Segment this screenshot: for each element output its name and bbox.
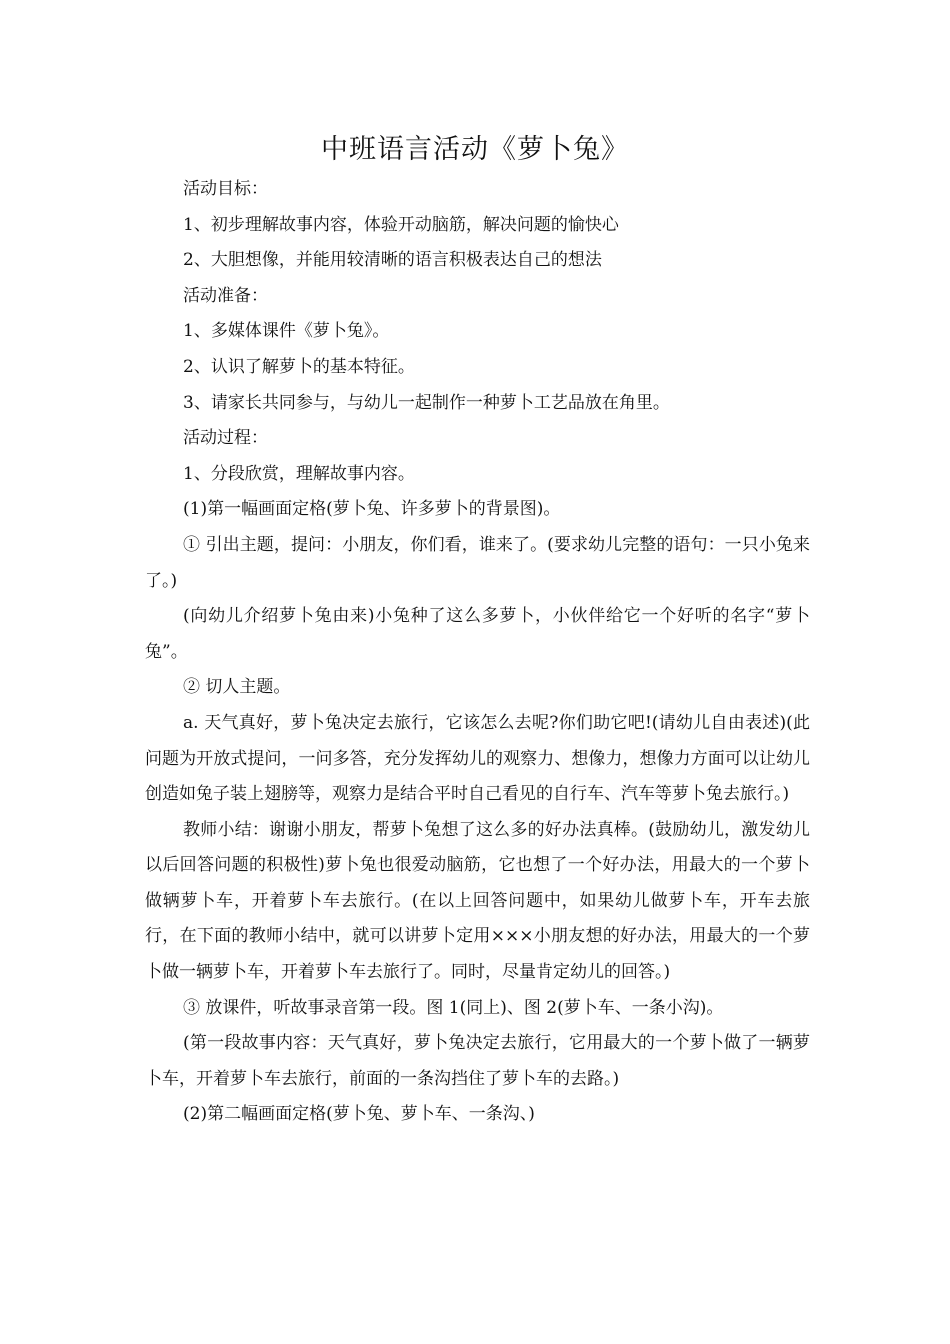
paragraph: 活动过程： bbox=[183, 428, 268, 449]
paragraph: 3、请家长共同参与，与幼儿一起制作一种萝卜工艺品放在角里。 bbox=[183, 392, 670, 413]
paragraph: ② 切人主题。 bbox=[183, 677, 291, 698]
paragraph: 2、大胆想像，并能用较清晰的语言积极表达自己的想法 bbox=[183, 250, 602, 271]
paragraph: (1)第一幅画面定格(萝卜兔、许多萝卜的背景图)。 bbox=[183, 499, 561, 520]
document-body bbox=[145, 172, 810, 1133]
paragraph: ③ 放课件，听故事录音第一段。图 1(同上)、图 2(萝卜车、一条小沟)。 bbox=[183, 997, 724, 1018]
paragraph: 2、认识了解萝卜的基本特征。 bbox=[183, 356, 415, 377]
paragraph: ① 引出主题，提问：小朋友，你们看，谁来了。(要求幼儿完整的语句：一只小兔来了。) bbox=[145, 534, 810, 591]
paragraph: 活动准备： bbox=[183, 285, 268, 306]
document-title: 中班语言活动《萝卜兔》 bbox=[321, 134, 629, 165]
paragraph: 教师小结：谢谢小朋友，帮萝卜兔想了这么多的好办法真棒。(鼓励幼儿，激发幼儿以后回答问题的积极性)萝卜兔也很爱动脑筋，它也想了一个好办法，用最大的一个萝卜做辆萝卜车，开着萝卜车去旅行。(在以上回答问题中，如果幼儿做萝卜车，开车去旅行，在下面的教师小结中，就可以讲萝卜定用×××小朋友想的好办法，用最大的一个萝卜做一辆萝卜车，开着萝卜车去旅行了。同时，尽量肯定幼儿的回答。) bbox=[145, 819, 810, 983]
paragraph: 1、初步理解故事内容，体验开动脑筋，解决问题的愉快心 bbox=[183, 214, 619, 235]
paragraph: (向幼儿介绍萝卜兔由来)小兔种了这么多萝卜，小伙伴给它一个好听的名字“萝卜兔”。 bbox=[145, 606, 810, 662]
paragraph: (2)第二幅画面定格(萝卜兔、萝卜车、一条沟、) bbox=[183, 1104, 535, 1125]
paragraph: (第一段故事内容：天气真好，萝卜兔决定去旅行，它用最大的一个萝卜做了一辆萝卜车，开着萝卜车去旅行，前面的一条沟挡住了萝卜车的去路。) bbox=[145, 1033, 810, 1089]
paragraph: 活动目标： bbox=[183, 179, 268, 199]
paragraph: 1、分段欣赏，理解故事内容。 bbox=[183, 463, 415, 484]
paragraph: a. 天气真好，萝卜兔决定去旅行，它该怎么去呢?你们助它吧!(请幼儿自由表述)(此问题为开放式提问，一问多答，充分发挥幼儿的观察力、想像力，想像力方面可以让幼儿创造如兔子装上翅膀等，观察力是结合平时自己看见的自行车、汽车等萝卜兔去旅行。) bbox=[145, 712, 810, 805]
paragraph: 1、多媒体课件《萝卜兔》。 bbox=[183, 321, 390, 342]
